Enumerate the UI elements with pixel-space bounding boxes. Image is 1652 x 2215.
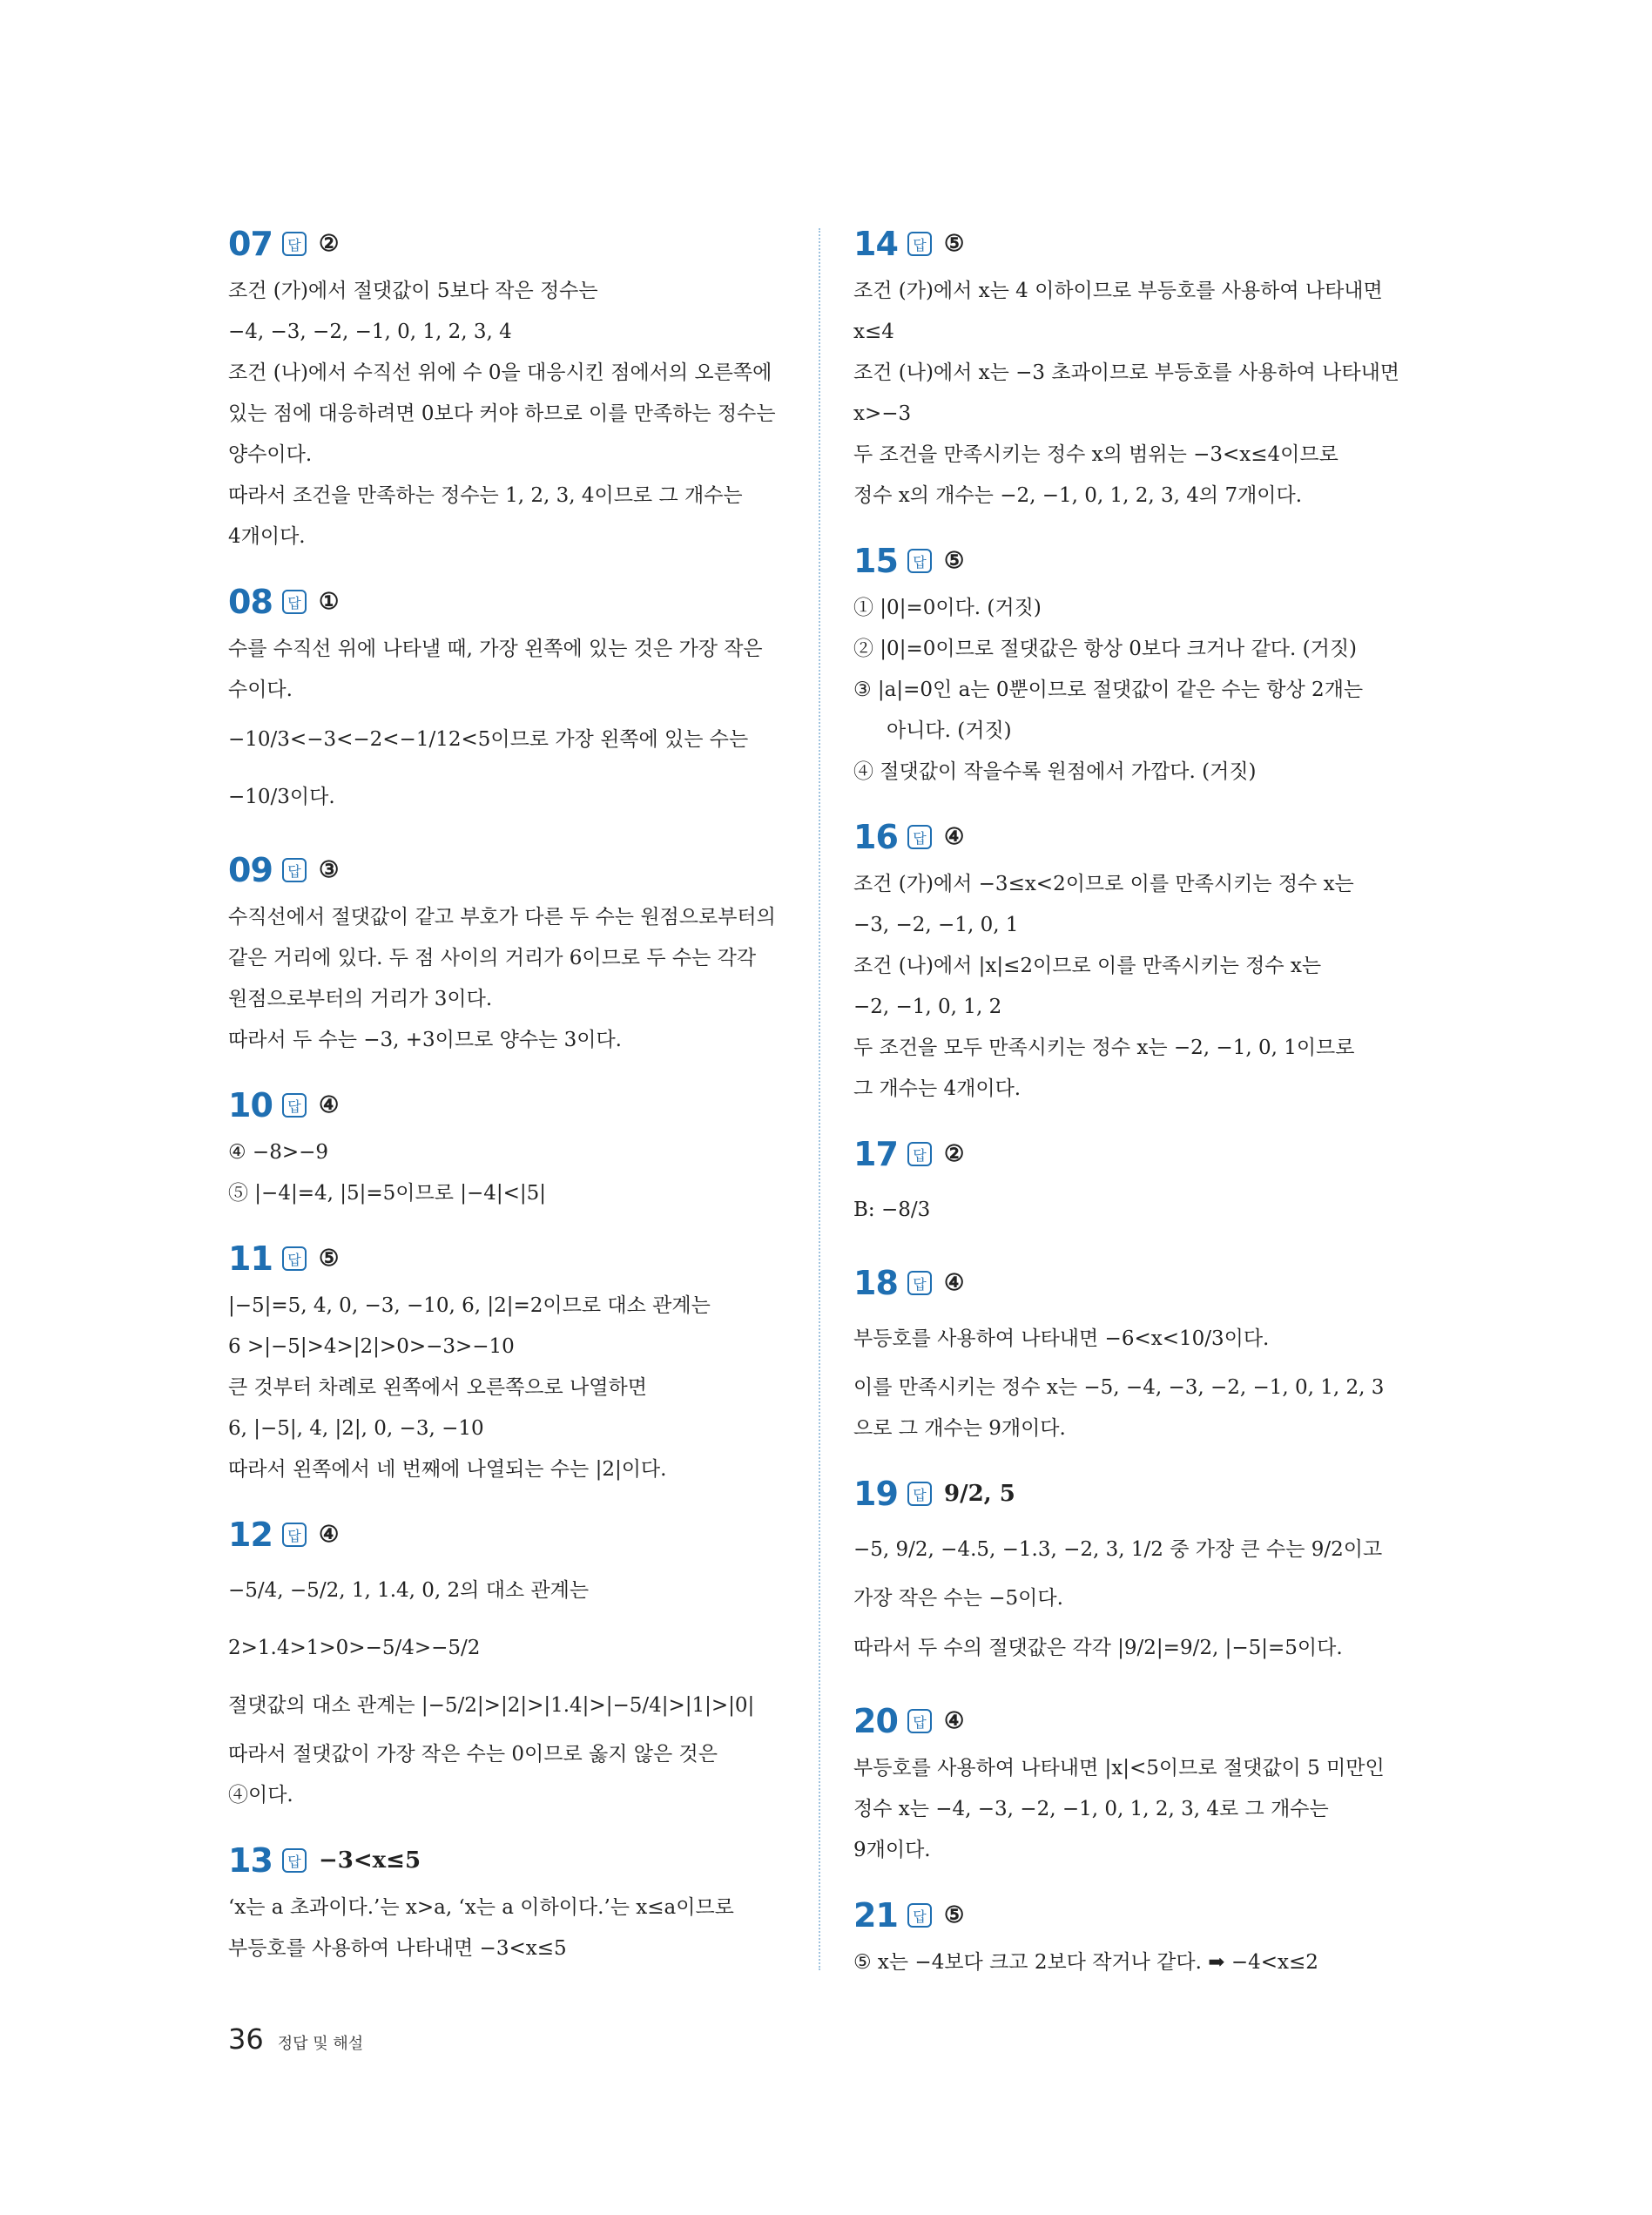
solution-line: 수를 수직선 위에 나타낼 때, 가장 왼쪽에 있는 것은 가장 작은 [228, 638, 763, 660]
answer-value: ⑤ [944, 1902, 965, 1928]
solution-line: 있는 점에 대응하려면 0보다 커야 하므로 이를 만족하는 정수는 [228, 402, 776, 425]
page-label: 정답 및 해설 [277, 2035, 364, 2053]
problem-header [853, 815, 1428, 859]
solution-line: ⑤ x는 −4보다 크고 2보다 작거나 같다. ➡ −4<x≤2 [853, 1951, 1318, 1974]
problem-header [853, 222, 1428, 266]
solution-line: ① |0|=0이다. (거짓) [853, 597, 1042, 619]
answer-badge: 답 [282, 590, 307, 614]
problem-number: 16 [853, 818, 898, 856]
problem-08 [228, 580, 786, 826]
problem-header [228, 1084, 786, 1127]
solution-line: −10/3<−3<−2<−1/12<5이므로 가장 왼쪽에 있는 수는 [228, 728, 749, 751]
answer-badge: 답 [282, 1246, 307, 1271]
solution-line: 조건 (나)에서 |x|≤2이므로 이를 만족시키는 정수 x는 [853, 955, 1322, 977]
solution-line: −5/4, −5/2, 1, 1.4, 0, 2의 대소 관계는 [228, 1579, 590, 1602]
answer-value: ④ [319, 1522, 340, 1548]
problem-number: 12 [228, 1516, 273, 1554]
answer-badge: 답 [282, 1848, 307, 1873]
answer-badge: 답 [282, 1093, 307, 1118]
solution-line: 9개이다. [853, 1839, 931, 1861]
solution-line: 따라서 절댓값이 가장 작은 수는 0이므로 옳지 않은 것은 [228, 1743, 718, 1766]
problem-header [853, 1472, 1428, 1516]
answer-value: ① [319, 589, 340, 615]
right-column [853, 222, 1428, 2006]
problem-20 [853, 1699, 1428, 1871]
problem-16 [853, 815, 1428, 1110]
problem-07 [228, 222, 786, 557]
problem-10 [228, 1084, 786, 1214]
page-footer [228, 2023, 363, 2056]
problem-number: 11 [228, 1239, 273, 1278]
solution-line: x>−3 [853, 402, 912, 425]
answer-value: ⑤ [319, 1246, 340, 1272]
solution-line: 두 조건을 모두 만족시키는 정수 x는 −2, −1, 0, 1이므로 [853, 1037, 1355, 1059]
answer-badge: 답 [907, 1142, 932, 1166]
page-number: 36 [228, 2023, 264, 2056]
solution-line: −3, −2, −1, 0, 1 [853, 914, 1019, 936]
problem-number: 19 [853, 1475, 898, 1513]
solution-line: 원점으로부터의 거리가 3이다. [228, 988, 493, 1010]
problem-12 [228, 1513, 786, 1816]
solution-line: 수직선에서 절댓값이 같고 부호가 다른 두 수는 원점으로부터의 [228, 906, 776, 929]
solution-line: 6 >|−5|>4>|2|>0>−3>−10 [228, 1335, 515, 1358]
problem-17 [853, 1132, 1428, 1239]
problem-18 [853, 1261, 1428, 1449]
problem-09 [228, 848, 786, 1061]
answer-value: ④ [319, 1092, 340, 1118]
answer-value: ② [319, 231, 340, 257]
solution-line: |−5|=5, 4, 0, −3, −10, 6, |2|=2이므로 대소 관계는 [228, 1294, 711, 1317]
problem-header [228, 1839, 786, 1882]
solution-line: 으로 그 개수는 9개이다. [853, 1417, 1066, 1440]
problem-number: 10 [228, 1086, 273, 1124]
solution-line: −10/3이다. [228, 786, 335, 808]
answer-value: ② [944, 1141, 965, 1167]
solution-line: B: −8/3 [853, 1199, 931, 1221]
answer-badge: 답 [907, 1271, 932, 1295]
solution-line: 부등호를 사용하여 나타내면 −6<x<10/3이다. [853, 1327, 1270, 1350]
answer-value: ④ [944, 824, 965, 850]
problem-header [853, 539, 1428, 583]
solution-line: 가장 작은 수는 −5이다. [853, 1587, 1063, 1610]
problem-number: 13 [228, 1841, 273, 1880]
solution-line: x≤4 [853, 321, 894, 343]
problem-header [853, 1132, 1428, 1176]
answer-badge: 답 [907, 549, 932, 573]
answer-value: ⑤ [944, 548, 965, 574]
answer-badge: 답 [907, 1709, 932, 1733]
problem-number: 08 [228, 583, 273, 621]
solution-line: 따라서 왼쪽에서 네 번째에 나열되는 수는 |2|이다. [228, 1458, 667, 1481]
problem-header [228, 222, 786, 266]
problem-number: 20 [853, 1702, 898, 1740]
solution-line: ④이다. [228, 1784, 293, 1806]
answer-badge: 답 [282, 858, 307, 882]
solution-line: 같은 거리에 있다. 두 점 사이의 거리가 6이므로 두 수는 각각 [228, 947, 757, 969]
answer-value: ③ [319, 857, 340, 883]
problem-number: 14 [853, 225, 898, 263]
answer-value: ④ [944, 1708, 965, 1734]
problem-number: 09 [228, 851, 273, 889]
problem-header [228, 580, 786, 624]
column-divider [819, 228, 820, 1970]
solution-line: 정수 x의 개수는 −2, −1, 0, 1, 2, 3, 4의 7개이다. [853, 484, 1303, 507]
solution-line: 아니다. (거짓) [887, 719, 1012, 742]
solution-line: 조건 (나)에서 수직선 위에 수 0을 대응시킨 점에서의 오른쪽에 [228, 361, 772, 384]
solution-line: 조건 (가)에서 x는 4 이하이므로 부등호를 사용하여 나타내면 [853, 280, 1383, 302]
solution-line: 이를 만족시키는 정수 x는 −5, −4, −3, −2, −1, 0, 1, 2, 3 [853, 1376, 1385, 1399]
problem-header [228, 1237, 786, 1280]
answer-badge: 답 [907, 232, 932, 256]
solution-line: ③ |a|=0인 a는 0뿐이므로 절댓값이 같은 수는 항상 2개는 [853, 679, 1364, 701]
solution-line: 따라서 두 수는 −3, +3이므로 양수는 3이다. [228, 1029, 622, 1051]
solution-line: ⑤ |−4|=4, |5|=5이므로 |−4|<|5| [228, 1182, 547, 1205]
solution-line: 따라서 조건을 만족하는 정수는 1, 2, 3, 4이므로 그 개수는 [228, 484, 743, 507]
answer-value: −3<x≤5 [319, 1847, 421, 1874]
problem-number: 21 [853, 1896, 898, 1935]
solution-line: 정수 x는 −4, −3, −2, −1, 0, 1, 2, 3, 4로 그 개수는 [853, 1798, 1329, 1820]
solution-line: 조건 (가)에서 −3≤x<2이므로 이를 만족시키는 정수 x는 [853, 873, 1354, 895]
left-column [228, 222, 786, 1992]
solution-line: 양수이다. [228, 443, 313, 466]
solution-line: 그 개수는 4개이다. [853, 1077, 1022, 1100]
solution-line: 부등호를 사용하여 나타내면 −3<x≤5 [228, 1937, 567, 1960]
solution-line: 6, |−5|, 4, |2|, 0, −3, −10 [228, 1417, 484, 1440]
answer-value: ⑤ [944, 231, 965, 257]
solution-line: 부등호를 사용하여 나타내면 |x|<5이므로 절댓값이 5 미만인 [853, 1757, 1385, 1779]
solution-line: 따라서 두 수의 절댓값은 각각 |9/2|=9/2, |−5|=5이다. [853, 1637, 1343, 1659]
answer-badge: 답 [282, 1523, 307, 1547]
solution-line: −2, −1, 0, 1, 2 [853, 996, 1002, 1018]
solution-line: 4개이다. [228, 525, 306, 548]
problem-header [853, 1894, 1428, 1937]
solution-line: 큰 것부터 차례로 왼쪽에서 오른쪽으로 나열하면 [228, 1376, 647, 1399]
answer-badge: 답 [282, 232, 307, 256]
problem-13 [228, 1839, 786, 1969]
problem-14 [853, 222, 1428, 517]
answer-badge: 답 [907, 825, 932, 849]
solution-line: 2>1.4>1>0>−5/4>−5/2 [228, 1637, 481, 1659]
problem-number: 18 [853, 1264, 898, 1302]
problem-header [853, 1699, 1428, 1743]
problem-header [853, 1261, 1428, 1305]
solution-line: 조건 (가)에서 절댓값이 5보다 작은 정수는 [228, 280, 598, 302]
problem-19 [853, 1472, 1428, 1677]
solution-line: 수이다. [228, 679, 293, 701]
problem-number: 15 [853, 542, 898, 580]
problem-number: 07 [228, 225, 273, 263]
solution-line: 조건 (나)에서 x는 −3 초과이므로 부등호를 사용하여 나타내면 [853, 361, 1400, 384]
solution-line: 절댓값의 대소 관계는 |−5/2|>|2|>|1.4|>|−5/4|>|1|>|0| [228, 1694, 755, 1717]
solution-line: ‘x는 a 초과이다.’는 x>a, ‘x는 a 이하이다.’는 x≤a이므로 [228, 1896, 734, 1919]
solution-line: ④ 절댓값이 작을수록 원점에서 가깝다. (거짓) [853, 760, 1257, 783]
problem-21 [853, 1894, 1428, 1983]
solution-line: −4, −3, −2, −1, 0, 1, 2, 3, 4 [228, 321, 512, 343]
answer-value: ④ [944, 1270, 965, 1296]
problem-15 [853, 539, 1428, 793]
solution-line: 두 조건을 만족시키는 정수 x의 범위는 −3<x≤4이므로 [853, 443, 1338, 466]
answer-value: 9/2, 5 [944, 1481, 1015, 1507]
problem-header [228, 1513, 786, 1557]
answer-badge: 답 [907, 1482, 932, 1506]
problem-header [228, 848, 786, 892]
solution-line: ② |0|=0이므로 절댓값은 항상 0보다 크거나 같다. (거짓) [853, 638, 1358, 660]
problem-11 [228, 1237, 786, 1490]
answer-badge: 답 [907, 1903, 932, 1928]
solution-line: ④ −8>−9 [228, 1141, 329, 1164]
problem-number: 17 [853, 1135, 898, 1173]
solution-line: −5, 9/2, −4.5, −1.3, −2, 3, 1/2 중 가장 큰 수는 9/2이고 [853, 1538, 1383, 1561]
